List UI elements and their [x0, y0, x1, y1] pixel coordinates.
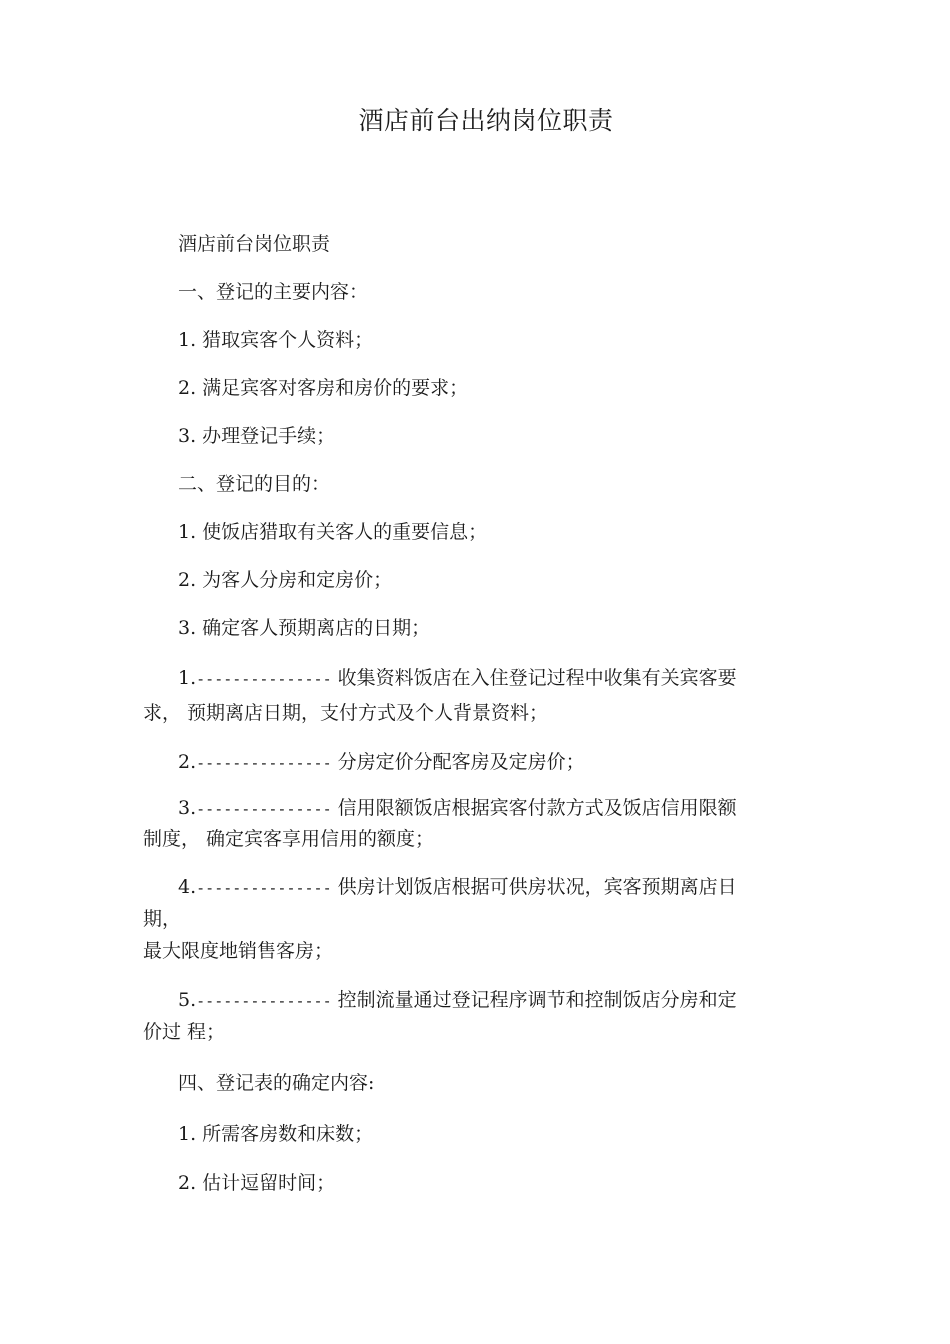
dashed-list-item	[143, 661, 878, 696]
item-text: 信用限额饭店根据宾客付款方式及饭店信用限额	[337, 797, 737, 819]
dash-leader: ---------------	[196, 800, 332, 818]
list-item: 2. 满足宾客对客房和房价的要求；	[178, 377, 469, 399]
dash-leader: ---------------	[196, 754, 332, 772]
item-text: 控制流量通过登记程序调节和控制饭店分房和定	[337, 989, 737, 1011]
list-item: 1. 猎取宾客个人资料；	[178, 329, 374, 351]
section-heading: 一、登记的主要内容：	[178, 281, 369, 303]
list-item: 1. 使饭店猎取有关客人的重要信息；	[178, 521, 488, 543]
dashed-list-item	[143, 791, 878, 826]
list-item: 2. 估计逗留时间；	[178, 1172, 336, 1194]
continuation-line: 期，	[143, 908, 182, 930]
dash-leader: ---------------	[196, 992, 332, 1010]
list-item: 3. 办理登记手续；	[178, 425, 336, 447]
dashed-list-item	[143, 870, 878, 905]
document-title: 酒店前台出纳岗位职责	[358, 106, 614, 135]
item-number: 3.	[178, 797, 197, 819]
item-number: 5.	[178, 989, 197, 1011]
continuation-line: 最大限度地销售客房；	[143, 940, 334, 962]
continuation-line: 求， 预期离店日期，支付方式及个人背景资料；	[143, 702, 549, 724]
item-text: 供房计划饭店根据可供房状况，宾客预期离店日	[337, 876, 737, 898]
item-number: 2.	[178, 751, 197, 773]
item-number: 4.	[178, 876, 197, 898]
dashed-list-item	[143, 983, 878, 1018]
list-item: 1. 所需客房数和床数；	[178, 1123, 374, 1145]
list-item: 3. 确定客人预期离店的日期；	[178, 617, 431, 639]
item-number: 1.	[178, 667, 197, 689]
continuation-line: 制度， 确定宾客享用信用的额度；	[143, 828, 435, 850]
dashed-list-item	[143, 745, 878, 780]
dash-leader: ---------------	[196, 670, 332, 688]
dash-leader: ---------------	[196, 879, 332, 897]
item-text: 收集资料饭店在入住登记过程中收集有关宾客要	[337, 667, 737, 689]
continuation-line: 价过 程；	[143, 1021, 226, 1043]
section-heading: 四、登记表的确定内容:	[178, 1072, 375, 1094]
list-item: 2. 为客人分房和定房价；	[178, 569, 393, 591]
section-heading: 二、登记的目的：	[178, 473, 331, 495]
section-heading: 酒店前台岗位职责	[178, 233, 331, 255]
item-text: 分房定价分配客房及定房价；	[337, 751, 585, 773]
